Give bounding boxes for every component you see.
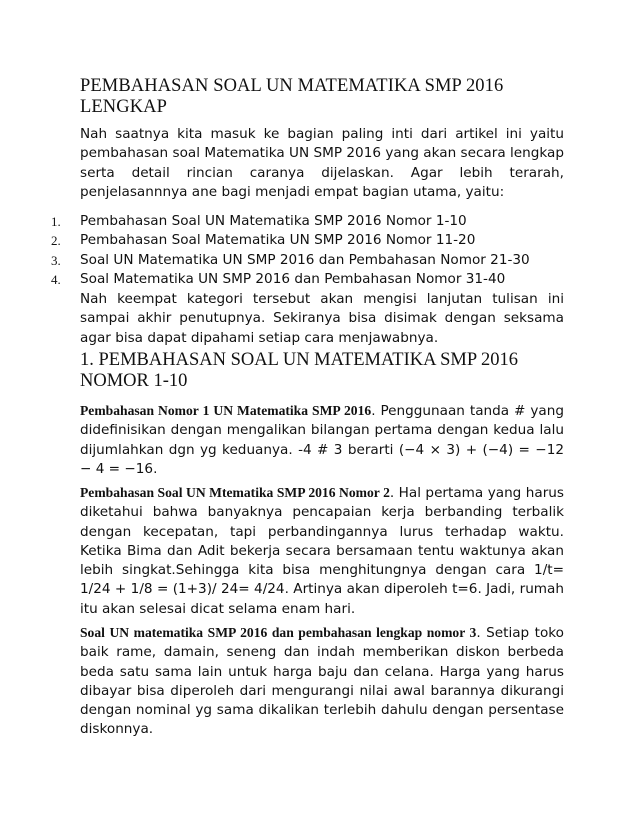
answer-lead: Pembahasan Nomor 1 UN Matematika SMP 2016 — [80, 403, 372, 418]
list-item-text: Soal UN Matematika UN SMP 2016 dan Pembahasan Nomor 21-30 — [80, 251, 530, 268]
answer-body: . Hal pertama yang harus diketahui bahwa banyaknya pencapaian kerja berbanding terbalik dengan kecepatan, tapi perbandingannya lurus terhadap waktu. Ketika Bima dan Adit bekerja secara bersamaan tentu waktunya akan lebih singkat.Sehingga kita bisa menghitungnya dengan cara 1/t= 1/24 + 1/8 = (1+3)/ 24= 4/24. Artinya akan diperoleh t=6. Jadi, rumah itu akan selesai dicat selama enam hari. — [80, 485, 564, 617]
answer-body: . Setiap toko baik rame, damain, seneng dan indah memberikan diskon berbeda beda satu sama lain untuk harga baju dan celana. Harga yang harus dibayar bisa diperoleh dari mengurangi nilai awal barannya dikurangi dengan nominal yg sama dikalikan terlebih dahulu dengan persentase diskonnya. — [80, 625, 564, 738]
list-number: 4. — [51, 271, 61, 287]
after-list-paragraph: Nah keempat kategori tersebut akan mengisi lanjutan tulisan ini sampai akhir penutupnya. Sekiranya bisa disimak dengan seksama agar bisa dapat dipahami setiap cara menjawabnya. — [80, 291, 564, 346]
intro-paragraph: Nah saatnya kita masuk ke bagian paling inti dari artikel ini yaitu pembahasan soal Matematika UN SMP 2016 yang akan secara lengkap serta detail rincian caranya dijelaskan. Agar lebih terarah, penjelasannnya ane bagi menjadi empat bagian utama, yaitu: — [80, 126, 564, 200]
list-item — [51, 251, 570, 270]
list-number: 1. — [51, 214, 61, 229]
answer-paragraph-3 — [80, 623, 564, 740]
list-number: 3. — [51, 252, 61, 268]
list-item — [51, 270, 570, 289]
answer-lead: Soal UN matematika SMP 2016 dan pembahasan lengkap nomor 3 — [80, 625, 477, 640]
list-item-text: Pembahasan Soal Matematika UN SMP 2016 Nomor 11-20 — [80, 232, 476, 249]
list-item-text: Soal Matematika UN SMP 2016 dan Pembahasan Nomor 31-40 — [80, 270, 506, 287]
list-number: 2. — [51, 233, 61, 249]
answer-body: . Penggunaan tanda # yang didefinisikan dengan mengalikan bilangan pertama dengan kedua lalu dijumlahkan dgn yg keduanya. -4 # 3 berarti (−4 × 3) + (−4) = −12 − 4 = −16. — [80, 403, 564, 477]
answer-lead: Pembahasan Soal UN Mtematika SMP 2016 Nomor 2 — [80, 485, 390, 500]
page-title: PEMBAHASAN SOAL UN MATEMATIKA SMP 2016 LENGKAP — [80, 76, 504, 117]
list-item — [51, 231, 570, 250]
answer-paragraph-1 — [80, 401, 564, 479]
answer-paragraph-2 — [80, 483, 564, 619]
list-item — [51, 212, 570, 231]
section-list — [51, 212, 570, 289]
list-item-text: Pembahasan Soal UN Matematika SMP 2016 Nomor 1-10 — [80, 213, 467, 229]
section-heading: 1. PEMBAHASAN SOAL UN MATEMATIKA SMP 2016 NOMOR 1-10 — [80, 350, 519, 391]
